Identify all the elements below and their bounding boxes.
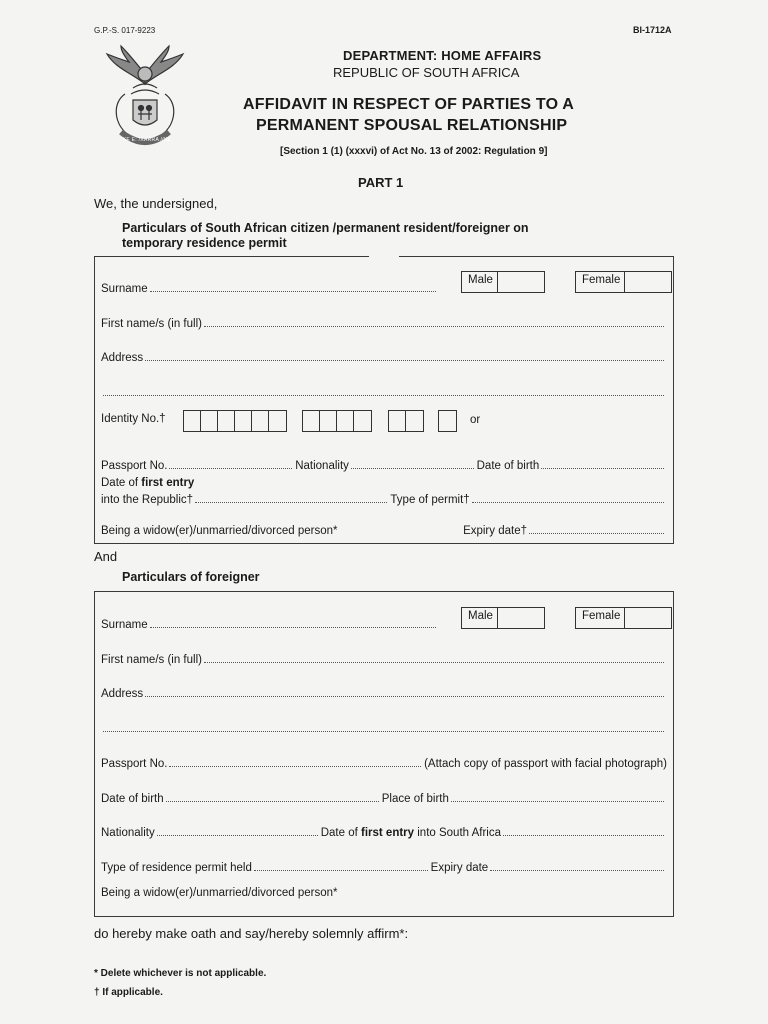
form-title-line2: PERMANENT SPOUSAL RELATIONSHIP xyxy=(256,117,568,134)
and-text: And xyxy=(94,549,118,564)
print-code: G.P.-S. 017-9223 xyxy=(94,26,156,35)
intro-text: We, the undersigned, xyxy=(94,196,218,211)
oath-text: do hereby make oath and say/hereby solemnly affirm*: xyxy=(94,926,409,941)
footnote-delete: * Delete whichever is not applicable. xyxy=(94,968,267,979)
s1-address-field[interactable]: Address xyxy=(101,348,667,364)
s1-or-label: or xyxy=(470,414,481,426)
s2-male-checkbox[interactable]: Male xyxy=(461,607,545,629)
s2-surname-field[interactable]: Surname xyxy=(101,615,439,631)
s1-identity-cells-1[interactable] xyxy=(183,410,287,432)
legal-reference: [Section 1 (1) (xxxvi) of Act No. 13 of 2002: Regulation 9] xyxy=(280,146,548,157)
part-heading: PART 1 xyxy=(358,175,404,190)
s1-first-entry-label: Date of first entry xyxy=(101,477,195,489)
section2-heading: Particulars of foreigner xyxy=(122,570,260,584)
s2-birth-row[interactable]: Date of birth Place of birth xyxy=(101,789,667,805)
s2-address-line2-field[interactable] xyxy=(101,719,667,735)
s1-surname-field[interactable]: Surname xyxy=(101,279,439,295)
section1-heading-line2: temporary residence permit xyxy=(122,236,287,250)
s1-address-line2-field[interactable] xyxy=(101,383,667,399)
coat-of-arms-emblem xyxy=(103,44,187,156)
s2-first-names-field[interactable]: First name/s (in full) xyxy=(101,650,667,666)
s1-identity-cells-3[interactable] xyxy=(388,410,424,432)
s2-nationality-entry-row[interactable]: Nationality Date of first entry into South Africa xyxy=(101,823,667,839)
s1-identity-label: Identity No.† xyxy=(101,413,166,425)
s1-entry-permit-row[interactable]: into the Republic† Type of permit† xyxy=(101,490,667,506)
country-name: REPUBLIC OF SOUTH AFRICA xyxy=(333,65,520,80)
footnote-if-applicable: † If applicable. xyxy=(94,987,163,998)
section1-heading-line1: Particulars of South African citizen /permanent resident/foreigner on xyxy=(122,221,529,235)
s2-permit-expiry-row[interactable]: Type of residence permit held Expiry date xyxy=(101,858,667,874)
form-title-line1: AFFIDAVIT IN RESPECT OF PARTIES TO A xyxy=(243,96,575,113)
s1-first-names-field[interactable]: First name/s (in full) xyxy=(101,314,667,330)
s1-female-checkbox[interactable]: Female xyxy=(575,271,672,293)
s2-address-field[interactable]: Address xyxy=(101,684,667,700)
s2-widow-label: Being a widow(er)/unmarried/divorced person* xyxy=(101,887,338,899)
emblem-motto: !KE E: /XARRA //KE xyxy=(121,137,172,143)
s2-passport-field[interactable]: Passport No. (Attach copy of passport with facial photograph) xyxy=(101,758,667,770)
department-name: DEPARTMENT: HOME AFFAIRS xyxy=(343,48,542,63)
s1-widow-expiry-row[interactable]: Being a widow(er)/unmarried/divorced person* Expiry date† xyxy=(101,521,667,537)
s2-female-checkbox[interactable]: Female xyxy=(575,607,672,629)
form-code: BI-1712A xyxy=(633,25,672,35)
s1-identity-cells-2[interactable] xyxy=(302,410,372,432)
s1-identity-cells-4[interactable] xyxy=(438,410,457,432)
s1-male-checkbox[interactable]: Male xyxy=(461,271,545,293)
s1-passport-row[interactable]: Passport No. Nationality Date of birth xyxy=(101,456,667,472)
